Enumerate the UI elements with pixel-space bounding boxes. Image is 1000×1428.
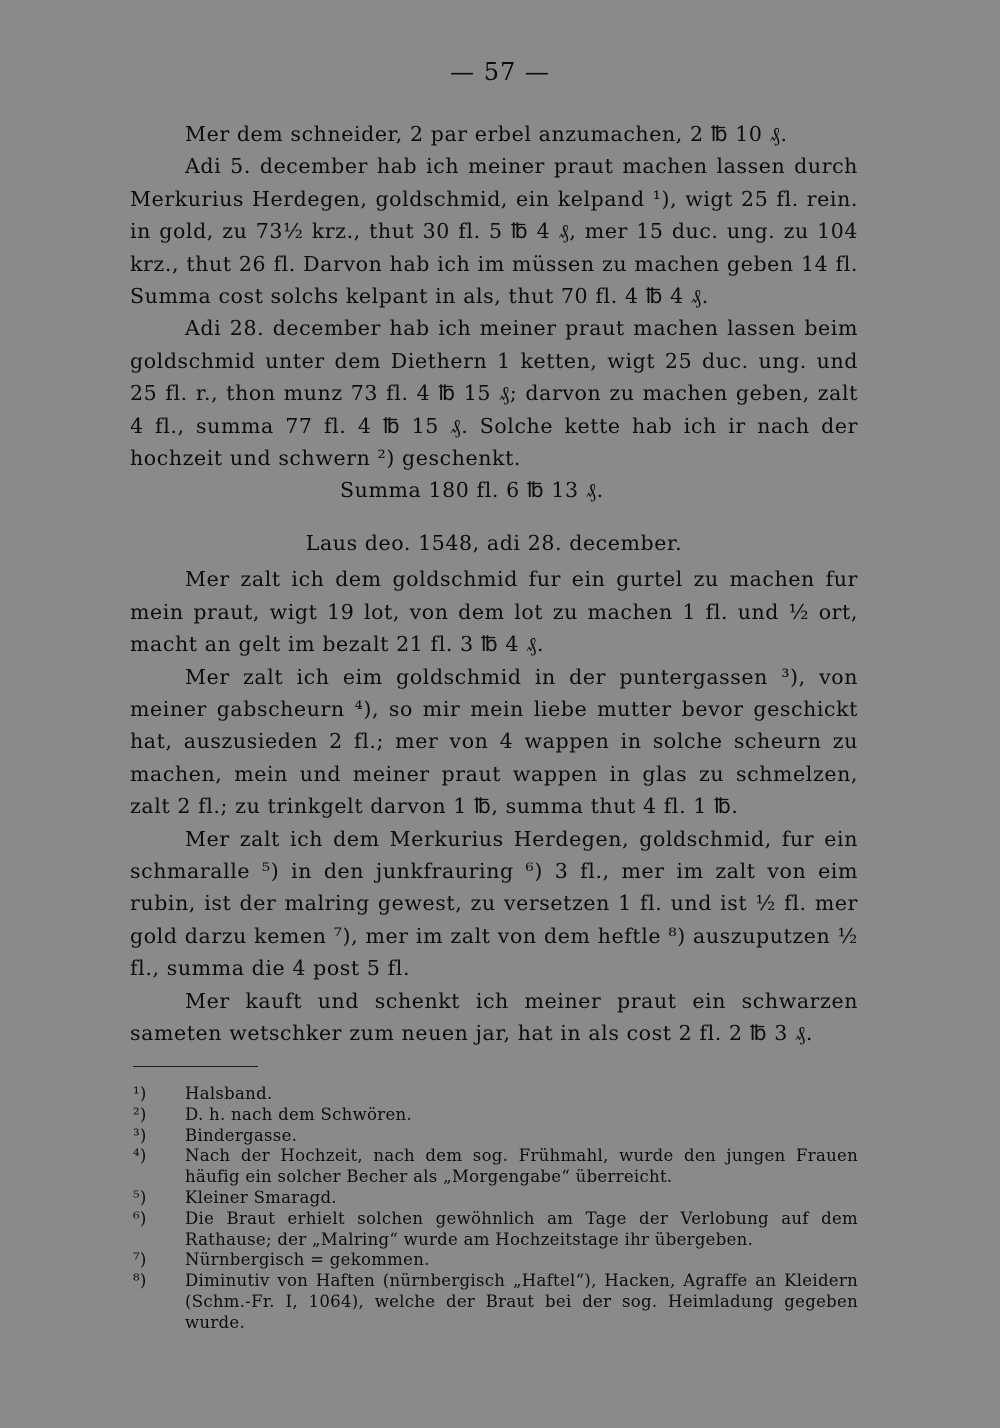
footnote	[133, 1146, 858, 1188]
paragraph: Mer zalt ich dem goldschmid fur ein gurtel zu machen fur mein praut, wigt 19 lot, von dem lot zu machen 1 fl. und ½ ort, macht an gelt im bezalt 21 fl. 3 ℔ 4 ₰.	[130, 567, 858, 657]
paragraph: Adi 5. december hab ich meiner praut machen lassen durch Merkurius Herdegen, goldschmid, ein kelpand ¹), wigt 25 fl. rein. in gold, zu 73½ krz., thut 30 fl. 5 ℔ 4 ₰, mer 15 duc. ung. zu 104 krz., thut 26 fl. Darvon hab ich im müssen zu machen geben 14 fl. Summa cost solchs kelpant in als, thut 70 fl. 4 ℔ 4 ₰.	[130, 154, 858, 309]
footnote-mark: ⁸)	[133, 1271, 147, 1291]
body-text	[130, 118, 858, 1049]
footnote-mark: ⁶)	[133, 1208, 147, 1228]
footnote	[133, 1209, 858, 1251]
paragraph: Mer zalt ich dem Merkurius Herdegen, goldschmid, fur ein schmaralle ⁵) in den junkfrauring ⁶) 3 fl., mer im zalt von eim rubin, ist der malring gewest, zu versetzen 1 fl. und ist ½ fl. mer gold darzu kemen ⁷), mer im zalt von dem heftle ⁸) auszuputzen ½ fl., summa die 4 post 5 fl.	[130, 826, 858, 981]
summa-line: Summa 180 fl. 6 ℔ 13 ₰.	[340, 478, 604, 503]
footnote-text: Nach der Hochzeit, nach dem sog. Frühmahl, wurde den jungen Frauen häufig ein solcher Becher als „Morgengabe“ überreicht.	[185, 1146, 858, 1187]
section-heading: Laus deo. 1548, adi 28. december.	[305, 530, 683, 555]
page-number: — 57 —	[450, 58, 550, 86]
footnote-mark: ¹)	[133, 1084, 147, 1103]
footnote-text: Bindergasse.	[185, 1125, 298, 1145]
paragraph: Mer zalt ich eim goldschmid in der puntergassen ³), von meiner gabscheurn ⁴), so mir mein liebe mutter bevor geschickt hat, auszusieden 2 fl.; mer von 4 wappen in solche scheurn zu machen, mein und meiner praut wappen in glas zu schmelzen, zalt 2 fl.; zu trinkgelt darvon 1 ℔, summa thut 4 fl. 1 ℔.	[130, 664, 858, 819]
paragraph: Adi 28. december hab ich meiner praut machen lassen beim goldschmid unter dem Diethern 1 ketten, wigt 25 duc. ung. und 25 fl. r., thon munz 73 fl. 4 ℔ 15 ₰; darvon zu machen geben, zalt 4 fl., summa 77 fl. 4 ℔ 15 ₰. Solche kette hab ich ir nach der hochzeit und schwern ²) geschenkt.	[130, 316, 858, 471]
footnote-text: D. h. nach dem Schwören.	[185, 1104, 412, 1124]
footnote	[133, 1084, 858, 1105]
footnote-text: Kleiner Smaragd.	[185, 1187, 337, 1207]
footnote-separator	[133, 1066, 258, 1067]
paragraph: Mer dem schneider, 2 par erbel anzumachen, 2 ℔ 10 ₰.	[185, 122, 788, 146]
footnote	[133, 1105, 858, 1126]
footnote-mark: ⁴)	[133, 1146, 147, 1166]
footnote	[133, 1126, 858, 1147]
footnote-text: Die Braut erhielt solchen gewöhnlich am Tage der Verlobung auf dem Rathause; der „Malring“ wurde am Hochzeitstage ihr übergeben.	[185, 1208, 858, 1249]
footnotes	[133, 1084, 858, 1334]
footnote-text: Nürnbergisch = gekommen.	[185, 1250, 430, 1270]
paragraph: Mer kauft und schenkt ich meiner praut ein schwarzen sameten wetschker zum neuen jar, hat in als cost 2 fl. 2 ℔ 3 ₰.	[130, 988, 858, 1045]
footnote-text: Halsband.	[185, 1084, 273, 1103]
footnote-mark: ⁵)	[133, 1187, 147, 1207]
footnote	[133, 1271, 858, 1333]
footnote	[133, 1250, 858, 1271]
footnote	[133, 1188, 858, 1209]
footnote-text: Diminutiv von Haften (nürnbergisch „Haftel“), Hacken, Agraffe an Kleidern (Schm.-Fr. I, 1064), welche der Braut bei der sog. Heimladung gegeben wurde.	[185, 1271, 858, 1332]
footnote-mark: ⁷)	[133, 1250, 147, 1270]
footnote-mark: ³)	[133, 1125, 147, 1145]
footnote-mark: ²)	[133, 1104, 147, 1124]
